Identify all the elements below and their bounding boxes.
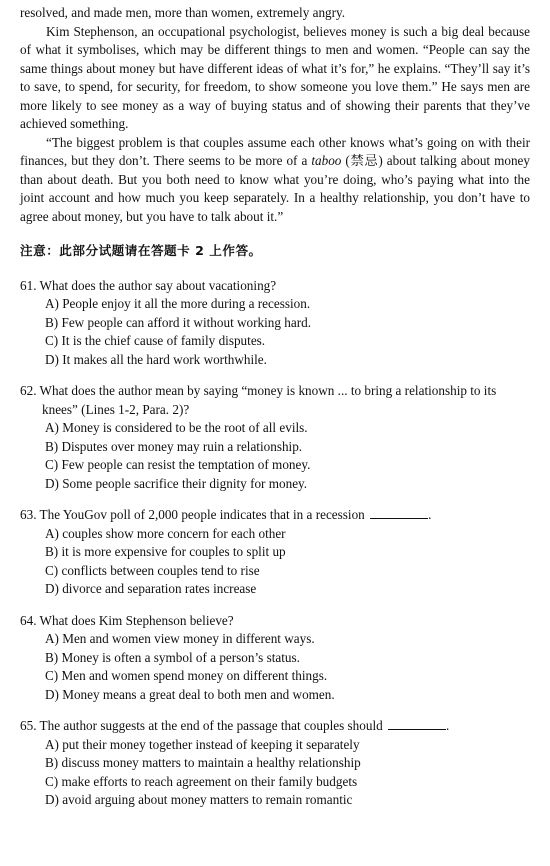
option-list	[20, 525, 530, 599]
passage-word-taboo: taboo	[311, 153, 342, 168]
question-stem	[20, 506, 530, 525]
option-c: C) conflicts between couples tend to rise	[45, 562, 260, 578]
option-d: D) It makes all the hard work worthwhile.	[45, 351, 267, 367]
option-d: D) avoid arguing about money matters to remain romantic	[45, 792, 353, 807]
option-d: D) divorce and separation rates increase	[45, 581, 257, 596]
question-stem: 61. What does the author say about vacationing?	[20, 277, 277, 293]
answer-blank	[388, 717, 446, 730]
passage-paragraph-kim: Kim Stephenson, an occupational psychologist, believes money is such a big deal because of what it symbolises, which may be different things to men and women. “People can say the same things about money but have different ideas of what it’s for,” he explains. “They’ll say it’s to save, to spend, for security, for freedom, to show someone you love them.” He says men are more likely to see money as a way of buying status and of showing their parents that they’ve achieved something.	[20, 23, 530, 131]
option-b: B) Money is often a symbol of a person’s status.	[45, 649, 300, 665]
question-64	[20, 612, 530, 705]
question-stem	[20, 717, 530, 736]
question-stem: 62. What does the author mean by saying “money is known ... to bring a relationship to its knees” (Lines 1-2, Para. 2)?	[20, 383, 497, 417]
question-61	[20, 277, 530, 370]
option-list	[20, 736, 530, 810]
option-c: C) make efforts to reach agreement on their family budgets	[45, 773, 358, 789]
option-a: A) Men and women view money in different ways.	[45, 631, 315, 646]
option-c: C) Few people can resist the temptation of money.	[45, 457, 311, 472]
option-a: A) Money is considered to be the root of all evils.	[45, 420, 308, 435]
option-b: B) it is more expensive for couples to split up	[45, 544, 286, 559]
option-c: C) Men and women spend money on different things.	[45, 668, 328, 683]
option-b: B) discuss money matters to maintain a healthy relationship	[45, 755, 361, 770]
question-62	[20, 382, 530, 493]
question-stem-text: 65. The author suggests at the end of the passage that couples should	[20, 718, 383, 733]
question-65	[20, 717, 530, 810]
passage-line-fragment: resolved, and made men, more than women, extremely angry.	[20, 5, 346, 20]
option-list	[20, 419, 530, 493]
option-list	[20, 295, 530, 369]
question-stem-end: .	[428, 507, 432, 522]
option-list	[20, 630, 530, 704]
passage-text-part-a: “The biggest problem is that couples assume each other knows what’s going on with their finances, but they don’t. There seems to be more of a	[20, 134, 530, 168]
passage-text-part-b: (禁忌) about talking about money than about death. But you both need to know what you’re doing, who’s paying what into the joint account and how much you keep separately. In a healthy relationship, you don’t have to agree about money, but you have to talk about it.”	[20, 153, 530, 224]
answer-blank	[370, 506, 428, 519]
option-b: B) Disputes over money may ruin a relationship.	[45, 438, 303, 454]
question-stem-text: 63. The YouGov poll of 2,000 people indicates that in a recession	[20, 507, 365, 522]
option-d: D) Some people sacrifice their dignity for money.	[45, 475, 308, 491]
option-a: A) put their money together instead of keeping it separately	[45, 736, 360, 752]
option-a: A) couples show more concern for each other	[45, 525, 286, 541]
question-stem-end: .	[446, 718, 450, 733]
passage-paragraph-biggest-problem	[20, 134, 530, 227]
question-63	[20, 506, 530, 599]
reading-passage	[20, 4, 530, 226]
question-stem: 64. What does Kim Stephenson believe?	[20, 612, 234, 628]
option-b: B) Few people can afford it without working hard.	[45, 314, 312, 330]
option-a: A) People enjoy it all the more during a recession.	[45, 296, 311, 311]
answer-sheet-instruction: 注意：此部分试题请在答题卡 2 上作答。	[20, 243, 262, 258]
option-d: D) Money means a great deal to both men and women.	[45, 686, 335, 702]
option-c: C) It is the chief cause of family disputes.	[45, 333, 266, 348]
